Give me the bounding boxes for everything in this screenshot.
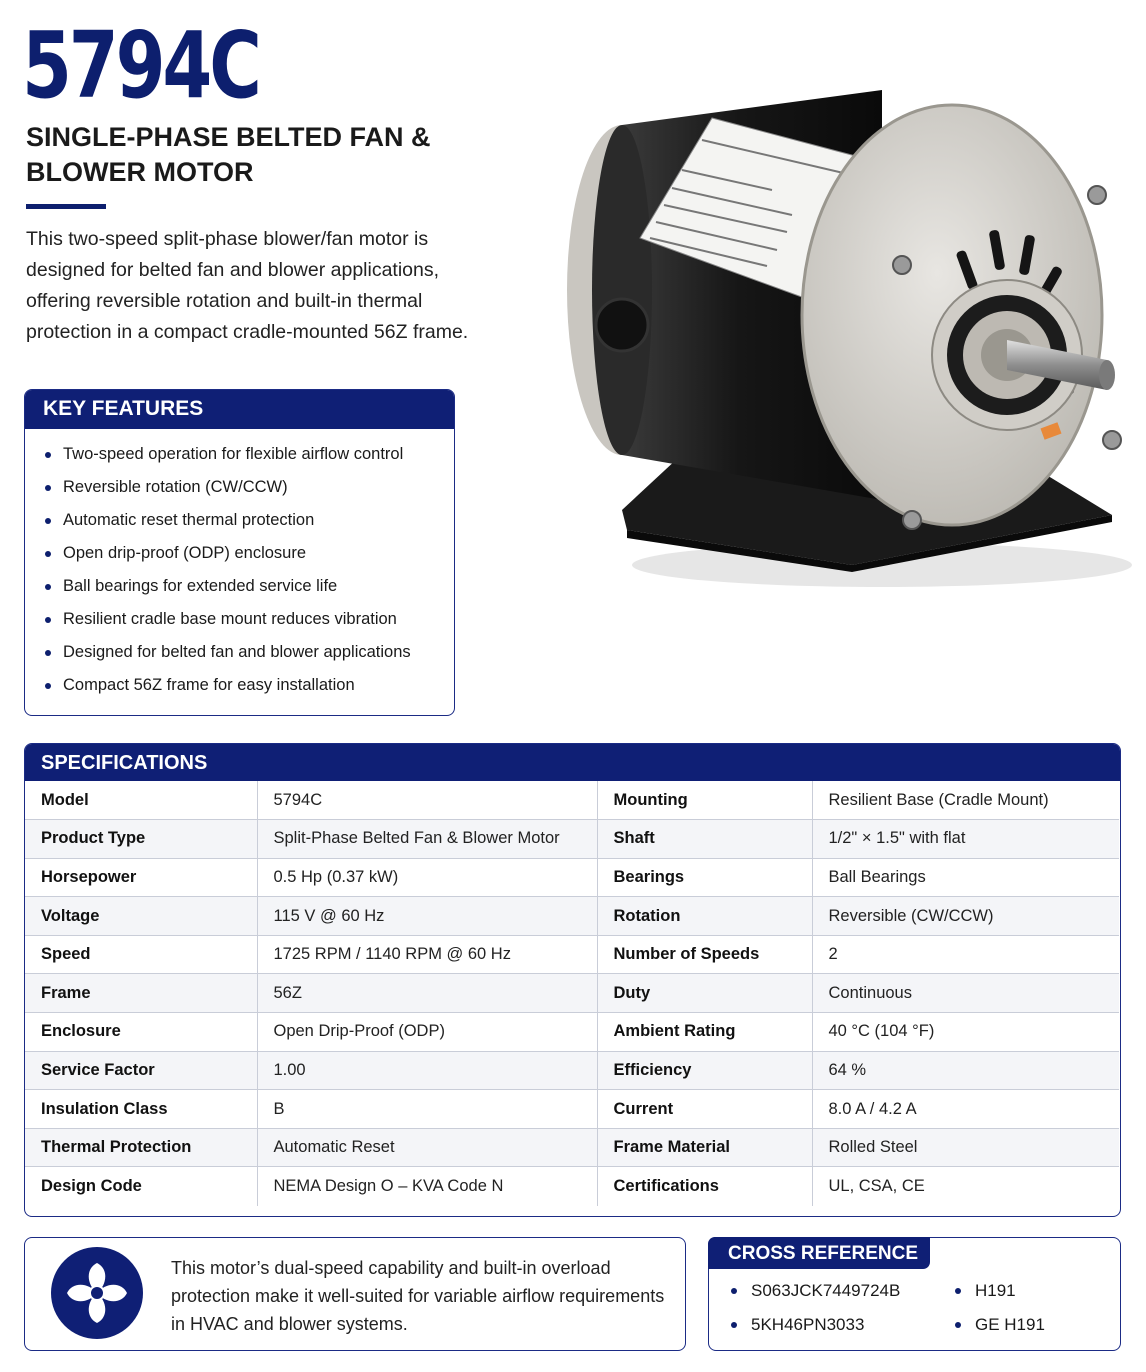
product-title-line-1: SINGLE-PHASE BELTED FAN & <box>26 122 431 152</box>
model-number: 5794C <box>22 12 259 119</box>
spec-label: Model <box>25 781 257 820</box>
spec-value: 1725 RPM / 1140 RPM @ 60 Hz <box>257 935 597 974</box>
spec-value: Continuous <box>812 974 1119 1013</box>
spec-value: 5794C <box>257 781 597 820</box>
spec-value: Resilient Base (Cradle Mount) <box>812 781 1119 820</box>
cross-reference-panel <box>708 1237 1121 1351</box>
spec-label: Horsepower <box>25 858 257 897</box>
title-divider <box>26 204 106 209</box>
spec-label: Product Type <box>25 820 257 859</box>
spec-label: Mounting <box>597 781 812 820</box>
table-row <box>25 1090 1119 1129</box>
table-row <box>25 897 1119 936</box>
spec-label: Thermal Protection <box>25 1128 257 1167</box>
spec-label: Duty <box>597 974 812 1013</box>
spec-value: 115 V @ 60 Hz <box>257 897 597 936</box>
table-row <box>25 858 1119 897</box>
list-item: Open drip-proof (ODP) enclosure <box>43 541 411 574</box>
product-title-line-2: BLOWER MOTOR <box>26 157 254 187</box>
list-item: Resilient cradle base mount reduces vibration <box>43 607 411 640</box>
spec-label: Speed <box>25 935 257 974</box>
spec-label: Frame <box>25 974 257 1013</box>
spec-value: 2 <box>812 935 1119 974</box>
spec-label: Service Factor <box>25 1051 257 1090</box>
spec-value: B <box>257 1090 597 1129</box>
spec-value: UL, CSA, CE <box>828 1176 925 1195</box>
table-row <box>25 974 1119 1013</box>
spec-value: Rolled Steel <box>812 1128 1119 1167</box>
table-row <box>25 1128 1119 1167</box>
specifications-heading: SPECIFICATIONS <box>25 744 1120 781</box>
cross-reference-heading: CROSS REFERENCE <box>708 1237 930 1269</box>
table-row <box>25 1051 1119 1090</box>
spec-label: Shaft <box>597 820 812 859</box>
spec-value: Ball Bearings <box>812 858 1119 897</box>
spec-value: Automatic Reset <box>257 1128 597 1167</box>
spec-label: Rotation <box>597 897 812 936</box>
spec-value: 0.5 Hp (0.37 kW) <box>257 858 597 897</box>
cross-reference-item: H191 <box>953 1280 1016 1302</box>
product-description: This two-speed split-phase blower/fan motor is designed for belted fan and blower applications, offering reversible rotation and built-in thermal protection in a compact cradle-mounted 56Z frame. <box>26 228 469 343</box>
list-item: Automatic reset thermal protection <box>43 508 411 541</box>
motor-product-image <box>552 60 1132 600</box>
spec-value: 56Z <box>257 974 597 1013</box>
table-row <box>25 935 1119 974</box>
spec-label: Ambient Rating <box>597 1013 812 1052</box>
key-features-list <box>43 442 411 706</box>
spec-label: Insulation Class <box>25 1090 257 1129</box>
key-features-panel <box>24 389 455 716</box>
application-note-text: This motor’s dual-speed capability and built-in overload protection make it well-suited for variable airflow requirements in HVAC and blower systems. <box>171 1258 665 1334</box>
spec-value: 8.0 A / 4.2 A <box>812 1090 1119 1129</box>
key-features-heading: KEY FEATURES <box>24 389 455 429</box>
spec-label: Bearings <box>597 858 812 897</box>
spec-label: Certifications <box>597 1167 812 1206</box>
list-item: Two-speed operation for flexible airflow control <box>43 442 411 475</box>
list-item: Designed for belted fan and blower applications <box>43 640 411 673</box>
spec-label: Frame Material <box>597 1128 812 1167</box>
spec-label: Number of Speeds <box>597 935 812 974</box>
spec-label: Voltage <box>25 897 257 936</box>
spec-value: NEMA Design O – KVA Code N <box>257 1167 597 1206</box>
specifications-table <box>25 781 1119 1206</box>
table-row <box>25 781 1119 820</box>
spec-value: 64 % <box>812 1051 1119 1090</box>
spec-label: Efficiency <box>597 1051 812 1090</box>
spec-value: 1.00 <box>257 1051 597 1090</box>
spec-value: Open Drip-Proof (ODP) <box>257 1013 597 1052</box>
spec-value: 1/2" × 1.5" with flat <box>812 820 1119 859</box>
table-row <box>25 1167 1119 1206</box>
list-item: Ball bearings for extended service life <box>43 574 411 607</box>
cross-reference-item: GE H191 <box>953 1314 1045 1336</box>
application-note-panel <box>24 1237 686 1351</box>
list-item: Compact 56Z frame for easy installation <box>43 673 411 706</box>
product-title <box>26 120 486 190</box>
cross-reference-item: 5KH46PN3033 <box>729 1314 864 1336</box>
table-row <box>25 1013 1119 1052</box>
list-item: Reversible rotation (CW/CCW) <box>43 475 411 508</box>
spec-label: Current <box>597 1090 812 1129</box>
spec-value: 40 °C (104 °F) <box>812 1013 1119 1052</box>
specifications-panel <box>24 743 1121 1217</box>
spec-label: Design Code <box>25 1167 257 1206</box>
spec-value: Reversible (CW/CCW) <box>812 897 1119 936</box>
cross-reference-item: S063JCK7449724B <box>729 1280 900 1302</box>
table-row <box>25 820 1119 859</box>
spec-value: Split-Phase Belted Fan & Blower Motor <box>257 820 597 859</box>
fan-icon <box>51 1247 143 1339</box>
spec-label: Enclosure <box>25 1013 257 1052</box>
